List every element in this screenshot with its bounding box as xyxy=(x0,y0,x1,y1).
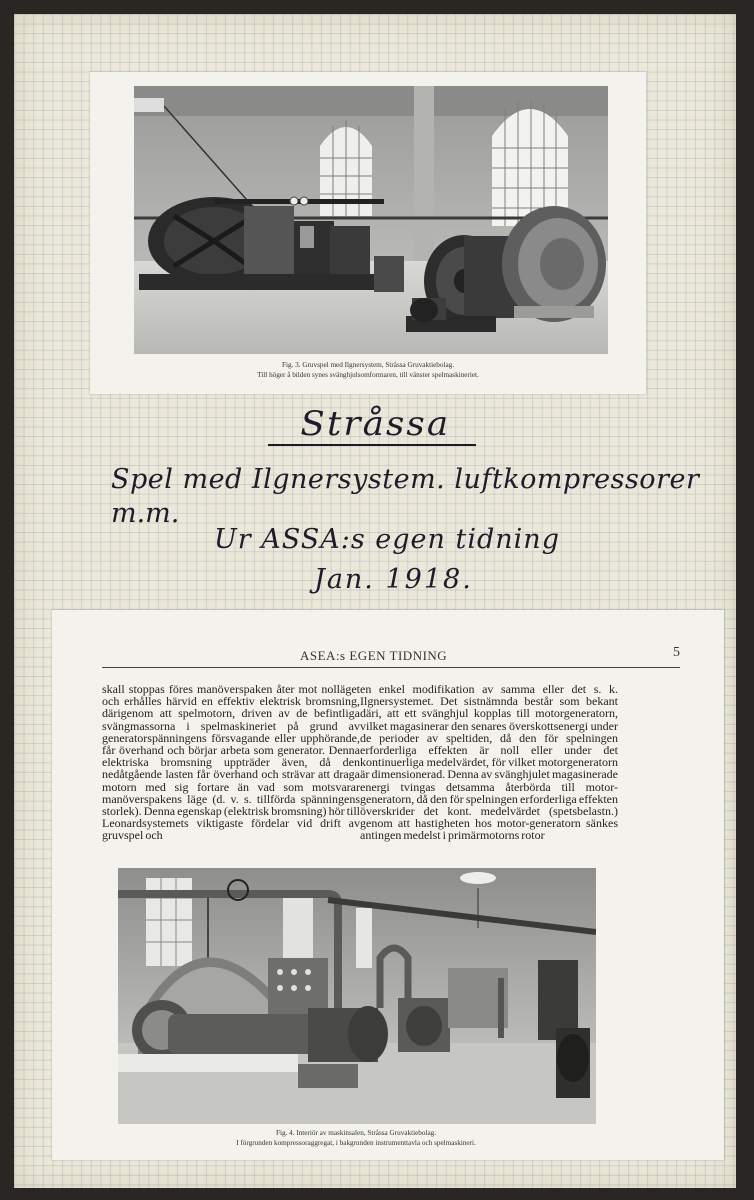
figure-caption xyxy=(52,1128,660,1148)
article-text: en enkel modifikation av samma eller det s. k. Ilgnersystemet. Det sistnämnda består som bekant däri, att ett svänghjul kopplas till motorgeneratorn, vilket magasinerar den senares överskottsenergi under de perioder av speltiden, då den för spelningen erforderliga effekten är noll eller under det kontinuerliga medelvärdet, för vilket motorgeneratorn är dimensionerad. Denna av svänghjulet magasinerade energi tvingas detsamma återbörda till motor-generatorn, då den för spelningen erforderliga effekten överskrider det kont. medelvärdet (spetsbelastn.) genom att hastigheten hos motor-generatorn sänkes antingen medelst i primärmotorns rotor xyxy=(360,683,618,843)
caption-line: Till höger å bilden synes svänghjulsomformaren, till vänster spelmaskineriet. xyxy=(257,371,479,379)
text-column-right xyxy=(360,683,618,855)
scrapbook-page xyxy=(14,14,736,1188)
newspaper-clipping-fig3 xyxy=(90,72,646,394)
caption-line: Fig. 3. Gruvspel med Ilgnersystem, Stråssa Gruvaktiebolag. xyxy=(281,361,455,369)
handwritten-note-line: Spel med Ilgnersystem. luftkompressorer xyxy=(111,464,700,495)
page-number: 5 xyxy=(673,645,680,660)
caption-line: Fig. 4. Interiör av maskinsalen, Stråssa Gruvaktiebolag. xyxy=(275,1129,437,1137)
caption-line: I förgrunden kompressoraggregat, i bakgrunden instrumenttavla och spelmaskineri. xyxy=(236,1139,476,1147)
photo-mine-hoist xyxy=(134,86,608,354)
article-text: skall stoppas föres manöverspaken åter mot nolläget och erhålles härvid en effektiv elektrisk bromsning, därigenom att spelmotorn, driven av de befintliga svängmassorna i spelmaskineriet på grund av generatorspänningens försvagande eller upphörande, får överhand och börjar arbeta som generator. Denna elektriska bromsning uppträder även, då den nedåtgående lasten får överhand och strävar att draga motorn med sig fortare än vad som motsvarar manöverspakens läge (d. v. s. tillförda spänningens storlek). Denna egenskap (elektrisk bromsning) hör till Leonardsystemets viktigaste fördelar vid drift av gruvspel och xyxy=(102,683,360,843)
publication-title: ASEA:s EGEN TIDNING xyxy=(300,648,448,663)
newspaper-clipping-page5 xyxy=(52,610,724,1160)
figure-caption xyxy=(90,360,646,380)
handwritten-note-line: Ur ASSA:s egen tidning xyxy=(214,524,560,555)
text-column-left xyxy=(102,683,360,855)
handwritten-date: Jan. 1918. xyxy=(314,564,473,595)
handwritten-note-line: m.m. xyxy=(111,498,180,529)
photo-machine-hall xyxy=(118,868,596,1124)
running-head xyxy=(102,647,680,668)
handwritten-title: Stråssa xyxy=(300,404,451,444)
title-underline xyxy=(268,444,476,446)
